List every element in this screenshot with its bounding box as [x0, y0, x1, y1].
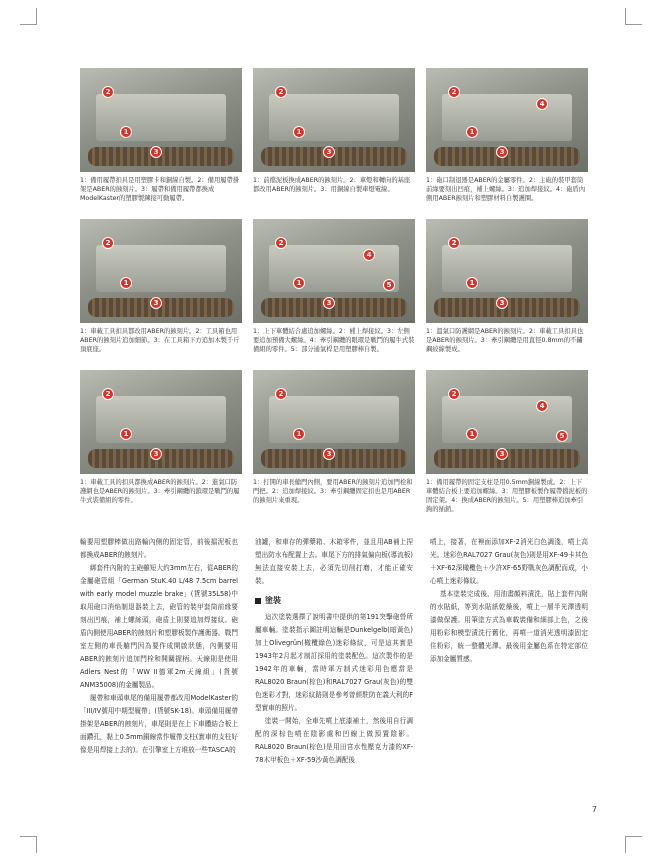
figure-photo	[426, 370, 588, 474]
figure-photo	[253, 68, 415, 172]
callout-badge: 3	[150, 448, 162, 460]
paragraph: 塗裝一開始，全車先噴上底漆補土，然後用自行調配的深棕色噴在陰影處和凹線上做預置陰影。RAL8020 Braun(棕色)是用田宮水性壓克力漆的XF-78木甲板色＋XF-59沙黃色調配後	[255, 717, 413, 764]
paragraph: 噴上，接著，在裡面添加XF-2消光白色調淺，噴上高光。迷彩色RAL7027 Grau(灰色)則是用XF-49卡其色＋XF-62深橄欖色＋少許XF-65野戰灰色調配而成，小心噴上迷彩條紋。	[430, 538, 588, 585]
callout-badge: 2	[275, 237, 287, 249]
figure-photo	[253, 219, 415, 323]
callout-badge: 1	[120, 126, 132, 138]
figure-4	[80, 219, 242, 354]
paragraph: 油罐，和車存的彈藥箱、木箱零件，並且用AB補上捏塑出防水布配置上去。車尾下方的排氣偏向板(導流板)無法直接安裝上去，必須先切削打磨，才能正確安裝。	[255, 538, 413, 585]
crop-mark-top-right	[625, 8, 642, 25]
callout-badge: 3	[496, 448, 508, 460]
figure-5	[253, 219, 415, 354]
body-column-1	[80, 536, 238, 757]
callout-badge: 3	[323, 146, 335, 158]
figure-caption: 1：車載工具的扣具都換成ABER的蝕刻片。2：進氣口防護網也是ABER的蝕刻片。3：牽引鋼纜的鎖環是戰鬥的履牛式裝備組的零件。	[80, 479, 240, 504]
callout-badge: 2	[102, 388, 114, 400]
callout-badge: 2	[102, 237, 114, 249]
callout-badge: 2	[102, 86, 114, 98]
callout-badge: 1	[293, 126, 305, 138]
crop-mark-bottom-right	[625, 836, 642, 853]
callout-badge: 3	[496, 146, 508, 158]
figure-9	[426, 370, 588, 514]
figure-caption: 1：砲口制退器是ABER的金屬零件。2：主砲的裝甲套筒前緣要刻出凹痕，補上螺絲。3：追加焊接紋。4：砲盾內側用ABER蝕刻片和塑膠材料自製護圈。	[426, 177, 586, 202]
figure-photo	[426, 68, 588, 172]
figure-caption: 1：溫氣口防護網是ABER的蝕刻片。2：車載工具扣具也是ABER的蝕刻片。3：牽引鋼纜是用直徑0.8mm的不鏽鋼絞線製成。	[426, 328, 584, 353]
callout-badge: 1	[120, 277, 132, 289]
callout-badge: 3	[323, 448, 335, 460]
callout-badge: 5	[556, 430, 568, 442]
figure-caption: 1：前擋泥板換成ABER的蝕刻片。2：車燈和轉向的基座都改用ABER的蝕刻片。3：用銅線自製車燈電線。	[253, 177, 411, 193]
callout-badge: 4	[536, 98, 548, 110]
body-column-2	[255, 536, 413, 767]
figure-caption: 1：備用履帶的固定支柱是用0.5mm銅線製成。2：上下車體結合板上要追加螺絲。3：用塑膠板製作履帶擋泥板的固定架。4：換成ABER的蝕刻片。5：用塑膠棒追加牽引鉤的插銷。	[426, 479, 588, 513]
callout-badge: 1	[466, 277, 478, 289]
body-column-3	[430, 536, 588, 666]
figure-photo	[253, 370, 415, 474]
figure-3	[426, 68, 588, 203]
callout-badge: 4	[536, 400, 548, 412]
paragraph: 履帶和車頭車尾的備用履帶都改用ModelKaster的「III/IV號用中期型履帶」(貨號SK-18)。車頭備用履帶掛架是ABER的蝕刻片，車尾則是在上下車體結合板上面鑽孔，黏上0.5mm銅線當作履帶支柱(實車的支柱好像是用焊接上去的)。在引擎室上方堆放一些TASCA的	[80, 694, 238, 754]
callout-badge: 2	[275, 86, 287, 98]
figure-photo	[80, 68, 242, 172]
figure-2	[253, 68, 415, 194]
callout-badge: 2	[448, 86, 460, 98]
callout-badge: 3	[150, 297, 162, 309]
figure-photo	[80, 370, 242, 474]
section-heading	[255, 594, 413, 607]
figure-caption: 1：備用履帶扣具是用塑膠卡和銅線自製。2：備用履帶掛架是ABER的蝕刻片。3：履帶和備用履帶都換成ModelKaster的塑膠製鍊接可動履帶。	[80, 177, 240, 202]
crop-mark-top-left	[20, 8, 37, 25]
page-number: 7	[591, 805, 597, 814]
callout-badge: 2	[448, 237, 460, 249]
callout-badge: 3	[150, 146, 162, 158]
callout-badge: 4	[363, 249, 375, 261]
section-square-icon	[255, 598, 261, 604]
paragraph: 這次塗裝選擇了說明書中提供的第191突擊砲營所屬車輛。塗裝指示圖註明這輛是Dunkelgelb(暗黃色)加上Olivegrün(橄欖綠色)迷彩條紋，可是這其實是1943年2月起才制訂採用的塗裝配色。這次製作的是1942年的車輛，當時軍方制式迷彩用色應當是RAL8020 Braun(棕色)和RAL7027 Grau(灰色)的雙色迷彩才對，迷彩紋路則是參考曾經駐防在義大利的F型實車的照片。	[255, 613, 413, 712]
figure-1	[80, 68, 242, 203]
callout-badge: 1	[293, 277, 305, 289]
callout-badge: 1	[466, 126, 478, 138]
callout-badge: 3	[323, 297, 335, 309]
callout-badge: 1	[466, 428, 478, 440]
paragraph: 輪要用塑膠棒做出路輪內側的固定管，前後擋泥板也都換成ABER的蝕刻片。	[80, 538, 238, 559]
figure-7	[80, 370, 242, 505]
figure-caption: 1：打開的車長艙門內側，要用ABER的蝕刻片追加門栓和門把。2：追加焊接紋。3：牽引鋼纜固定扣也是用ABER的蝕刻片來重現。	[253, 479, 413, 504]
figure-6	[426, 219, 588, 354]
callout-badge: 5	[383, 279, 395, 291]
callout-badge: 2	[448, 388, 460, 400]
callout-badge: 3	[496, 297, 508, 309]
figure-caption: 1：車載工具扣具都改用ABER的蝕刻片。2：工具箱也用ABER的蝕刻片追加細節。3：在工具箱下方追加木製千斤頂底座。	[80, 328, 240, 353]
callout-badge: 1	[293, 428, 305, 440]
figure-photo	[80, 219, 242, 323]
figure-8	[253, 370, 415, 505]
paragraph: 綁套件內附的主砲雖短大約3mm左右，從ABER的金屬砲管組「German StuK.40 L/48 7.5cm barrel with early model muzzle brake」(貨號35L58)中取用砲口消焰制退器裝上去，砲管的裝甲套筒前緣要刻出凹痕，補上螺絲頭，砲盾上則要追加焊接紋。砲盾內側使用ABER的蝕刻片和塑膠板製作護衛器。戰鬥室左側的車長艙門因為要作成開啟狀態，內側要用ABER的蝕刻片追加門栓和開關握柄。天線則是使用Adlers Nest的「WW II德軍2m天線組」(貨號ANM35008)的金屬製品。	[80, 564, 238, 689]
paragraph: 基本塗裝完成後，用油畫顏料漬洗，貼上套件內附的水貼紙，等到水貼紙乾燥後，噴上一層半光澤透明漆做保護。用筆塗方式為車載裝備和細部上色，之後用粉彩和模型漬洗行舊化，再噴一道消光透明漆固定住粉彩，統一整體光澤。最後用金屬色系在特定部位添加金屬質感。	[430, 590, 588, 663]
figure-caption: 1：上下車體結合處追加螺絲。2：補上焊接紋。3：左側要追加預備大螺絲。4：牽引鋼纜的眼環是戰鬥的履牛式裝備組的零件。5：部分通氣桿是用塑膠棒自製。	[253, 328, 415, 353]
crop-mark-bottom-left	[20, 836, 37, 853]
section-title: 塗裝	[265, 596, 281, 605]
callout-badge: 2	[275, 388, 287, 400]
callout-badge: 1	[120, 428, 132, 440]
figure-photo	[426, 219, 588, 323]
